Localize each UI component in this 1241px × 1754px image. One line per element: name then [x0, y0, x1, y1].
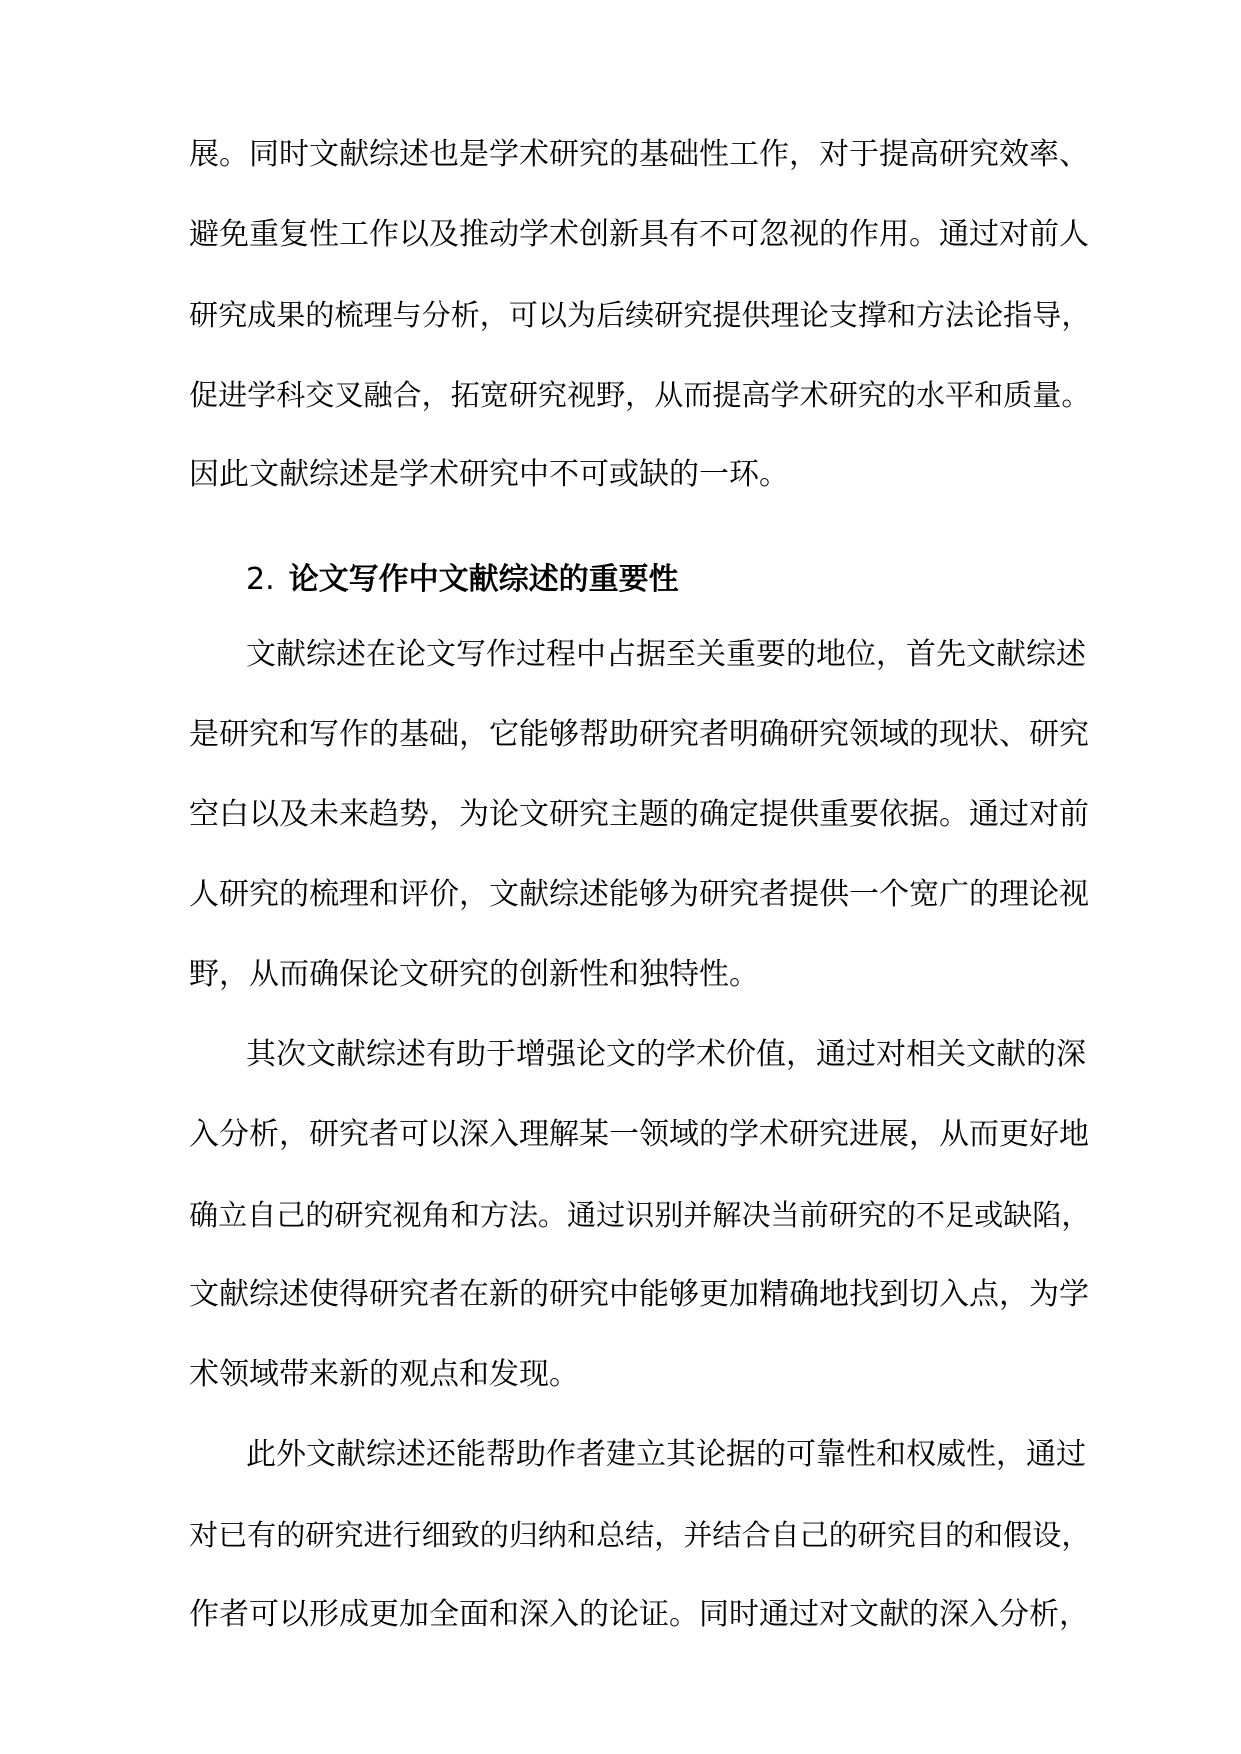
text-line: 因此文献综述是学术研究中不可或缺的一环。: [189, 457, 789, 492]
text-line: 文献综述在论文写作过程中占据至关重要的地位，首先文献综述: [246, 637, 1086, 672]
section-heading: [246, 560, 679, 600]
text-line: 作者可以形成更加全面和深入的论证。同时通过对文献的深入分析，: [189, 1597, 1089, 1632]
text-line: 空白以及未来趋势，为论文研究主题的确定提供重要依据。通过对前: [189, 797, 1089, 832]
text-line: 研究成果的梳理与分析，可以为后续研究提供理论支撑和方法论指导，: [189, 298, 1091, 332]
text-line: 是研究和写作的基础，它能够帮助研究者明确研究领域的现状、研究: [189, 717, 1089, 752]
text-line: 野，从而确保论文研究的创新性和独特性。: [189, 957, 759, 992]
text-line: 文献综述使得研究者在新的研究中能够更加精确地找到切入点，为学: [189, 1277, 1089, 1312]
text-line: 其次文献综述有助于增强论文的学术价值，通过对相关文献的深: [246, 1037, 1086, 1072]
text-line: 展。同时文献综述也是学术研究的基础性工作，对于提高研究效率、: [189, 137, 1089, 172]
text-line: 确立自己的研究视角和方法。通过识别并解决当前研究的不足或缺陷，: [189, 1198, 1091, 1232]
section-title: 论文写作中文献综述的重要性: [288, 562, 679, 597]
section-number: 2.: [246, 562, 275, 597]
text-line: 入分析，研究者可以深入理解某一领域的学术研究进展，从而更好地: [189, 1117, 1089, 1152]
text-line: 人研究的梳理和评价，文献综述能够为研究者提供一个宽广的理论视: [189, 877, 1089, 912]
text-line: 避免重复性工作以及推动学术创新具有不可忽视的作用。通过对前人: [189, 217, 1089, 252]
text-line: 术领域带来新的观点和发现。: [189, 1357, 579, 1392]
text-line: 促进学科交叉融合，拓宽研究视野，从而提高学术研究的水平和质量。: [189, 378, 1091, 412]
text-line: 此外文献综述还能帮助作者建立其论据的可靠性和权威性，通过: [246, 1437, 1086, 1472]
text-line: 对已有的研究进行细致的归纳和总结，并结合自己的研究目的和假设，: [189, 1518, 1091, 1552]
